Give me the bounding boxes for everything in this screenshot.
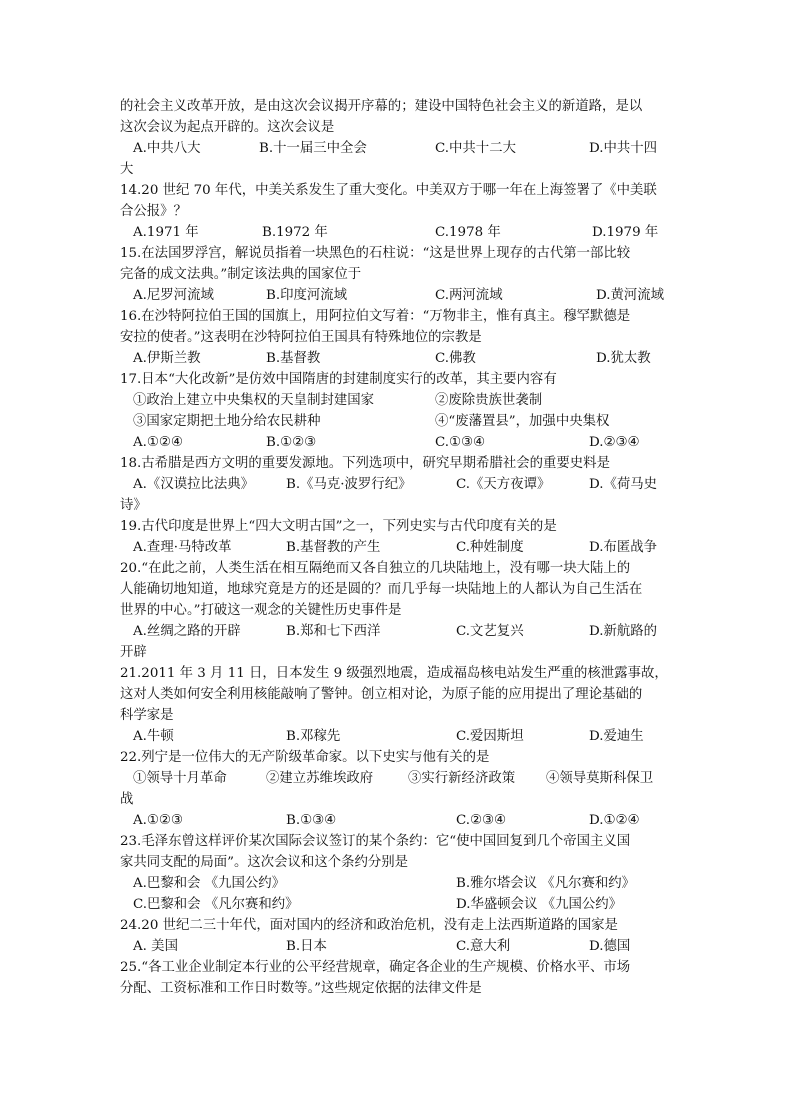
q23-option-c[interactable]: C.巴黎和会 《凡尔赛和约》 (133, 897, 299, 912)
q25-stem-line-2: 分配、工资标准和工作日时数等。”这些规定依据的法律文件是 (120, 981, 482, 996)
q15-option-a[interactable]: A.尼罗河流域 (133, 288, 214, 303)
q19-stem-line-1: 19.古代印度是世界上“四大文明古国”之一，下列史实与古代印度有关的是 (120, 519, 557, 534)
q22-item-2: ②建立苏维埃政府 (266, 771, 374, 786)
q17-option-a[interactable]: A.①②④ (133, 435, 183, 450)
q14-stem-line-1: 14.20 世纪 70 年代，中美关系发生了重大变化。中美双方于哪一年在上海签署了《中美联 (120, 183, 657, 198)
q17-option-d[interactable]: D.②③④ (589, 435, 640, 450)
q15-option-b[interactable]: B.印度河流域 (266, 288, 348, 303)
q16-option-a[interactable]: A.伊斯兰教 (133, 351, 201, 366)
q16-stem-line-1: 16.在沙特阿拉伯王国的国旗上，用阿拉伯文写着：“万物非主，惟有真主。穆罕默德是 (120, 309, 631, 324)
q22-stem-line-1: 22.列宁是一位伟大的无产阶级革命家。以下史实与他有关的是 (120, 750, 490, 765)
q20-option-c[interactable]: C.文艺复兴 (456, 624, 524, 639)
q15-stem-line-2: 完备的成文法典。”制定该法典的国家位于 (120, 267, 362, 282)
q15-stem-line-1: 15.在法国罗浮宫，解说员指着一块黑色的石柱说：“这是世界上现存的古代第一部比较 (120, 246, 631, 261)
q13-option-d[interactable]: D.中共十四 (589, 141, 658, 156)
q18-option-b[interactable]: B.《马克·波罗行纪》 (286, 477, 412, 492)
q13-stem-line-1: 的社会主义改革开放，是由这次会议揭开序幕的；建设中国特色社会主义的新道路，是以 (120, 99, 643, 114)
q16-option-c[interactable]: C.佛教 (435, 351, 476, 366)
q20-option-d[interactable]: D.新航路的 (589, 624, 658, 639)
q23-stem-line-1: 23.毛泽东曾这样评价某次国际会议签订的某个条约：它“使中国回复到几个帝国主义国 (120, 834, 631, 849)
q23-option-d[interactable]: D.华盛顿会议 《九国公约》 (456, 897, 623, 912)
q24-stem-line-1: 24.20 世纪二三十年代，面对国内的经济和政治危机，没有走上法西斯道路的国家是 (120, 918, 618, 933)
q14-stem-line-2: 合公报》？ (120, 204, 187, 219)
q13-stem-line-2: 这次会议为起点开辟的。这次会议是 (120, 120, 335, 135)
q22-option-d[interactable]: D.①②④ (589, 813, 640, 828)
q22-item-4-wrap: 战 (120, 792, 134, 807)
q15-option-c[interactable]: C.两河流域 (435, 288, 503, 303)
q16-option-d[interactable]: D.犹太教 (596, 351, 651, 366)
q13-option-a[interactable]: A.中共八大 (133, 141, 201, 156)
q17-item-4: ④“废藩置县”，加强中央集权 (435, 414, 610, 429)
q17-item-1: ①政治上建立中央集权的天皇制封建国家 (133, 393, 375, 408)
q23-option-b[interactable]: B.雅尔塔会议 《凡尔赛和约》 (456, 876, 636, 891)
q23-option-a[interactable]: A.巴黎和会 《九国公约》 (133, 876, 286, 891)
q14-option-d[interactable]: D.1979 年 (592, 225, 659, 240)
q20-stem-line-2: 人能确切地知道，地球究竟是方的还是圆的？而几乎每一块陆地上的人都认为自己生活在 (120, 582, 643, 597)
q18-stem-line-1: 18.古希腊是西方文明的重要发源地。下列选项中，研究早期希腊社会的重要史料是 (120, 456, 610, 471)
q14-option-b[interactable]: B.1972 年 (262, 225, 328, 240)
q22-option-b[interactable]: B.①③④ (286, 813, 337, 828)
q17-stem-line-1: 17.日本“大化改新”是仿效中国隋唐的封建制度实行的改革，其主要内容有 (120, 372, 557, 387)
q20-option-b[interactable]: B.郑和七下西洋 (286, 624, 381, 639)
q14-option-a[interactable]: A.1971 年 (133, 225, 199, 240)
q20-stem-line-3: 世界的中心。”打破这一观念的关键性历史事件是 (120, 603, 402, 618)
q18-option-d[interactable]: D.《荷马史 (589, 477, 658, 492)
q21-option-c[interactable]: C.爱因斯坦 (456, 729, 524, 744)
q23-stem-line-2: 家共同支配的局面”。这次会议和这个条约分别是 (120, 855, 409, 870)
q21-option-b[interactable]: B.邓稼先 (286, 729, 341, 744)
q24-option-d[interactable]: D.德国 (589, 939, 631, 954)
q21-option-a[interactable]: A.牛顿 (133, 729, 174, 744)
q22-item-1: ①领导十月革命 (133, 771, 227, 786)
q21-stem-line-1: 21.2011 年 3 月 11 日，日本发生 9 级强烈地震，造成福岛核电站发生严重的核泄露事故， (120, 666, 668, 681)
q13-option-b[interactable]: B.十一届三中全会 (259, 141, 367, 156)
q19-option-a[interactable]: A.查理·马特改革 (133, 540, 232, 555)
q20-option-a[interactable]: A.丝绸之路的开辟 (133, 624, 241, 639)
q19-option-b[interactable]: B.基督教的产生 (286, 540, 381, 555)
q21-stem-line-2: 这对人类如何安全利用核能敲响了警钟。创立相对论，为原子能的应用提出了理论基础的 (120, 687, 643, 702)
q24-option-b[interactable]: B.日本 (286, 939, 327, 954)
q17-option-c[interactable]: C.①③④ (435, 435, 486, 450)
q24-option-c[interactable]: C.意大利 (456, 939, 511, 954)
q25-stem-line-1: 25.“各工业企业制定本行业的公平经营规章，确定各企业的生产规模、价格水平、市场 (120, 960, 631, 975)
q22-item-4: ④领导莫斯科保卫 (546, 771, 654, 786)
q22-item-3: ③实行新经济政策 (408, 771, 516, 786)
q17-option-b[interactable]: B.①②③ (266, 435, 317, 450)
q18-option-c[interactable]: C.《天方夜谭》 (456, 477, 551, 492)
q19-option-c[interactable]: C.种姓制度 (456, 540, 524, 555)
q16-stem-line-2: 安拉的使者。”这表明在沙特阿拉伯王国具有特殊地位的宗教是 (120, 330, 482, 345)
q20-stem-line-1: 20.“在此之前，人类生活在相互隔绝而又各自独立的几块陆地上，没有哪一块大陆上的 (120, 561, 631, 576)
q21-stem-line-3: 科学家是 (120, 708, 174, 723)
q18-option-a[interactable]: A.《汉谟拉比法典》 (133, 477, 255, 492)
q24-option-a[interactable]: A. 美国 (133, 939, 178, 954)
q15-option-d[interactable]: D.黄河流域 (596, 288, 665, 303)
q13-option-c[interactable]: C.中共十二大 (435, 141, 516, 156)
q22-option-c[interactable]: C.②③④ (456, 813, 507, 828)
q17-item-2: ②废除贵族世袭制 (435, 393, 543, 408)
q18-option-d-wrap: 诗》 (120, 498, 147, 513)
q13-option-d-wrap: 大 (120, 162, 134, 177)
q20-option-d-wrap: 开辟 (120, 645, 147, 660)
q16-option-b[interactable]: B.基督教 (266, 351, 321, 366)
q17-item-3: ③国家定期把土地分给农民耕种 (133, 414, 321, 429)
q21-option-d[interactable]: D.爱迪生 (589, 729, 644, 744)
q22-option-a[interactable]: A.①②③ (133, 813, 183, 828)
q14-option-c[interactable]: C.1978 年 (435, 225, 501, 240)
q19-option-d[interactable]: D.布匿战争 (589, 540, 658, 555)
